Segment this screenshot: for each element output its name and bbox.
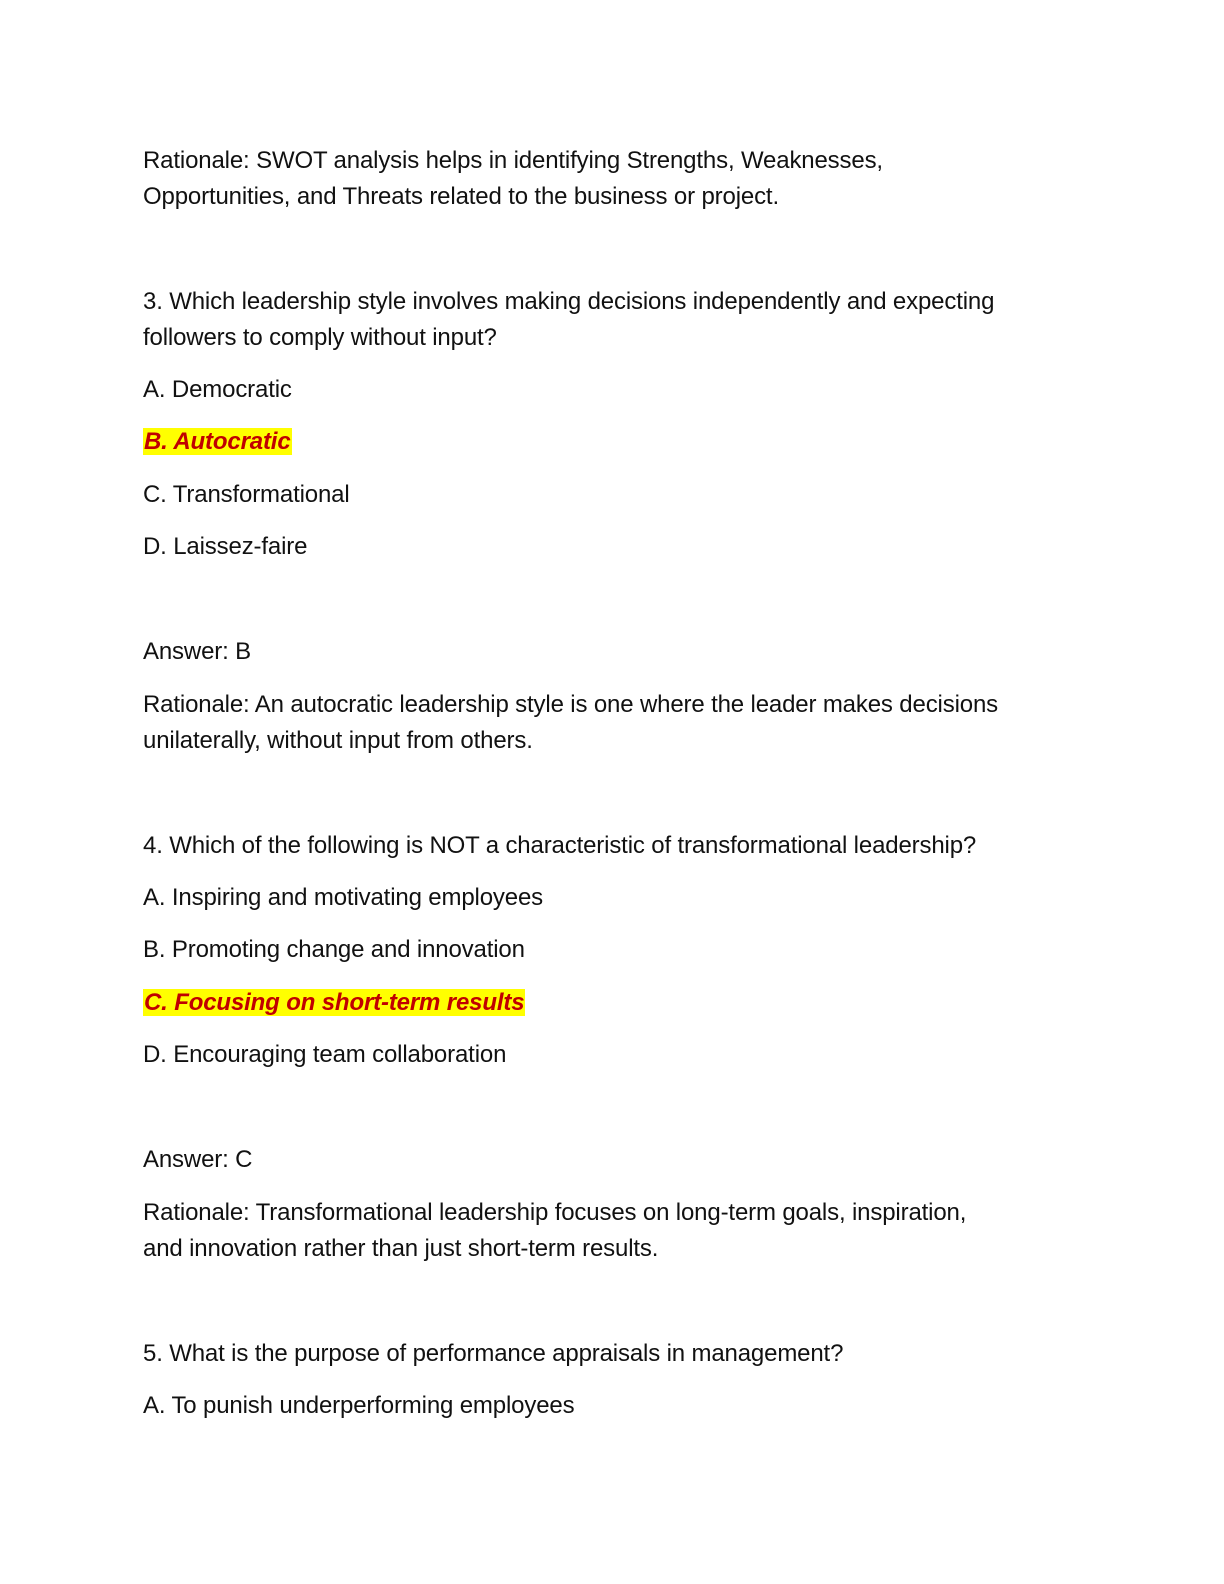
q3-answer: Answer: B <box>143 638 252 665</box>
q3-question-line-1: 3. Which leadership style involves making decisions independently and expecting <box>143 288 995 315</box>
q4-option-b: B. Promoting change and innovation <box>143 936 525 963</box>
q4-option-a: A. Inspiring and motivating employees <box>143 884 544 911</box>
q5-option-a: A. To punish underperforming employees <box>143 1392 575 1419</box>
q4-correct-highlight: C. Focusing on short-term results <box>144 989 525 1016</box>
q3-rationale-line-2: unilaterally, without input from others. <box>143 727 533 754</box>
q3-option-a: A. Democratic <box>143 376 292 403</box>
q4-rationale-line-1: Rationale: Transformational leadership focuses on long-term goals, inspiration, <box>143 1199 967 1226</box>
q3-option-d: D. Laissez-faire <box>143 533 308 560</box>
q3-question-line-2: followers to comply without input? <box>143 324 497 351</box>
q3-option-b-correct <box>143 424 292 460</box>
q4-question: 4. Which of the following is NOT a characteristic of transformational leadership? <box>143 832 977 859</box>
q3-rationale-line-1: Rationale: An autocratic leadership style is one where the leader makes decisions <box>143 691 999 718</box>
q2-rationale-line-1: Rationale: SWOT analysis helps in identifying Strengths, Weaknesses, <box>143 147 883 174</box>
q5-question: 5. What is the purpose of performance appraisals in management? <box>143 1340 844 1367</box>
q4-option-d: D. Encouraging team collaboration <box>143 1041 507 1068</box>
q4-rationale-line-2: and innovation rather than just short-term results. <box>143 1235 659 1262</box>
q3-correct-highlight: B. Autocratic <box>144 428 291 455</box>
q4-option-c-correct <box>143 985 525 1021</box>
q3-option-c: C. Transformational <box>143 481 350 508</box>
q2-rationale-line-2: Opportunities, and Threats related to the business or project. <box>143 183 779 210</box>
q4-answer: Answer: C <box>143 1146 253 1173</box>
